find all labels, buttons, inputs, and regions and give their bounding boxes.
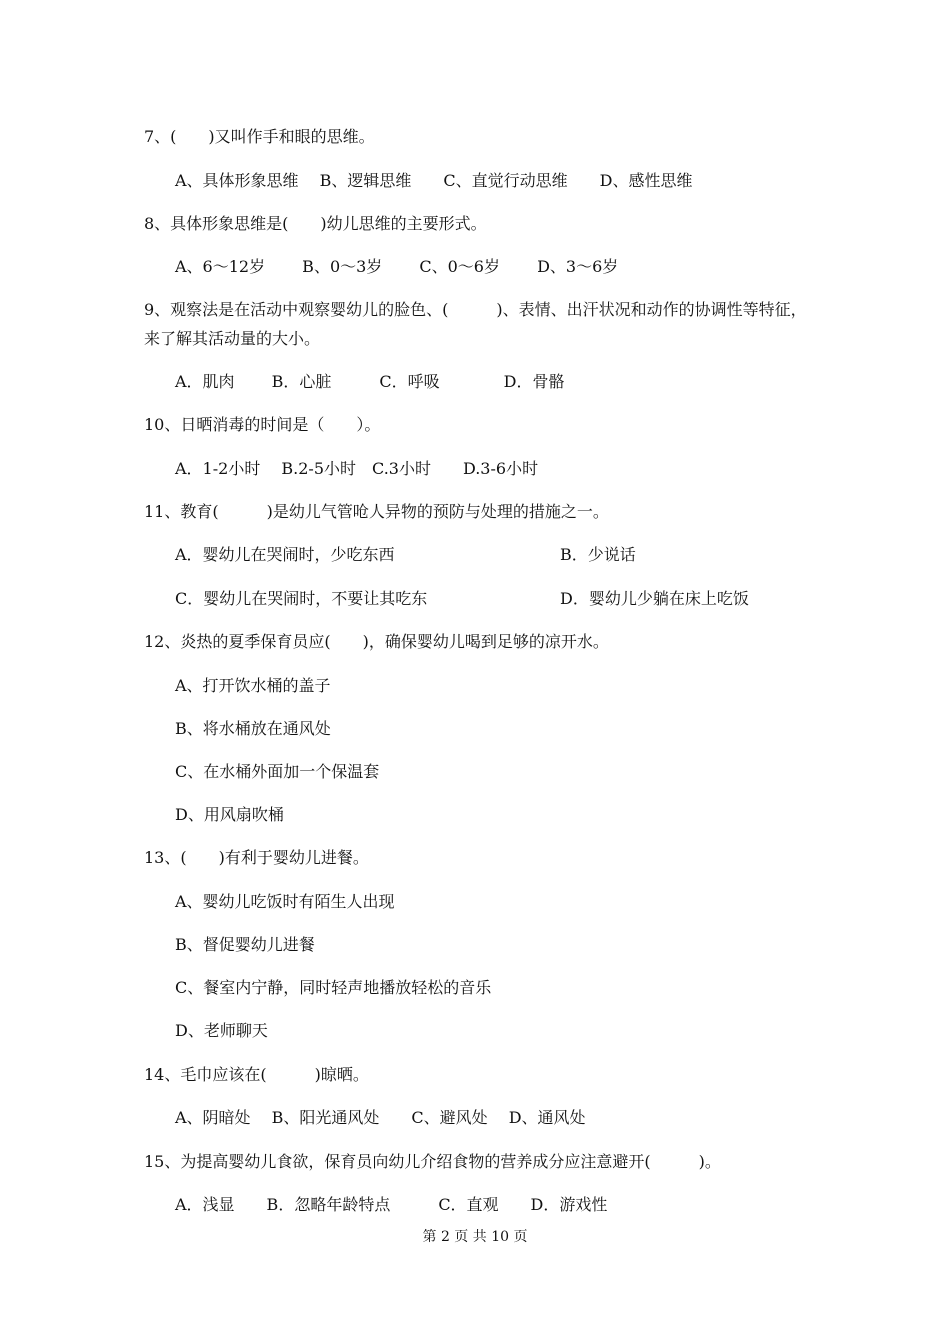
- question-10-options: A．1-2小时 B.2-5小时 C.3小时 D.3-6小时: [175, 459, 539, 478]
- question-7-options: A、具体形象思维 B、逻辑思维 C、直觉行动思维 D、感性思维: [175, 171, 693, 190]
- question-13-option-d: D、老师聊天: [175, 1021, 268, 1040]
- question-13-option-a: A、婴幼儿吃饭时有陌生人出现: [175, 892, 395, 911]
- question-12-option-d: D、用风扇吹桶: [175, 805, 284, 824]
- question-9-line-2: 来了解其活动量的大小。: [144, 329, 321, 348]
- question-12-option-b: B、将水桶放在通风处: [175, 719, 331, 738]
- question-9-line-1: 9、观察法是在活动中观察婴幼儿的脸色、( )、表情、出汗状况和动作的协调性等特征，: [144, 300, 807, 319]
- question-9-options: A．肌肉 B．心脏 C．呼吸 D．骨骼: [175, 372, 565, 391]
- question-13: 13、( )有利于婴幼儿进餐。: [144, 848, 369, 867]
- question-14-options: A、阴暗处 B、阳光通风处 C、避风处 D、通风处: [175, 1108, 586, 1127]
- question-13-option-b: B、督促婴幼儿进餐: [175, 935, 315, 954]
- question-10: 10、日晒消毒的时间是（ ）。: [144, 415, 381, 434]
- question-11-option-b: B．少说话: [560, 545, 636, 564]
- question-13-option-c: C、餐室内宁静，同时轻声地播放轻松的音乐: [175, 978, 492, 997]
- question-12: 12、炎热的夏季保育员应( )，确保婴幼儿喝到足够的凉开水。: [144, 632, 609, 651]
- page-number-footer: 第 2 页 共 10 页: [422, 1229, 528, 1245]
- question-15: 15、为提高婴幼儿食欲，保育员向幼儿介绍食物的营养成分应注意避开( )。: [144, 1152, 721, 1171]
- question-7: 7、( )又叫作手和眼的思维。: [144, 127, 375, 146]
- question-8-options: A、6～12岁 B、0～3岁 C、0～6岁 D、3～6岁: [175, 257, 619, 276]
- question-11-option-c: C．婴幼儿在哭闹时，不要让其吃东: [175, 589, 428, 608]
- question-14: 14、毛巾应该在( )晾晒。: [144, 1065, 369, 1084]
- question-12-option-c: C、在水桶外面加一个保温套: [175, 762, 380, 781]
- question-11: 11、教育( )是幼儿气管呛人异物的预防与处理的措施之一。: [144, 502, 609, 521]
- question-12-option-a: A、打开饮水桶的盖子: [175, 676, 331, 695]
- question-11-option-a: A．婴幼儿在哭闹时，少吃东西: [175, 545, 395, 564]
- question-15-options: A．浅显 B．忽略年龄特点 C．直观 D．游戏性: [175, 1195, 608, 1214]
- question-8: 8、具体形象思维是( )幼儿思维的主要形式。: [144, 214, 487, 233]
- question-11-option-d: D．婴幼儿少躺在床上吃饭: [560, 589, 749, 608]
